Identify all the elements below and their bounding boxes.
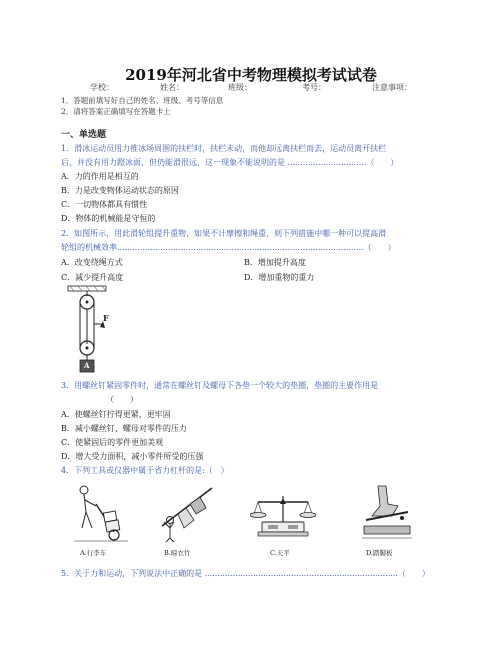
balance-scale-figure <box>250 484 316 544</box>
pedal-figure <box>358 482 416 544</box>
q1-stem-line2: 后，并没有用力蹬冰面，但仍能滑很远，这一现象不能说明的是 ...............................（ ） <box>61 158 399 167</box>
q3-stem-line1: 3．用螺丝钉紧固零件时，通常在螺丝钉及螺母下各垫一个较大的垫圈，垫圈的主要作用是 <box>61 381 379 390</box>
q1-stem-line1: 1．滑冰运动员用力推冰场周围的扶栏时，扶栏未动，而他却远离扶栏而去，运动员离开扶栏 <box>61 144 387 153</box>
weight-label-a: A <box>84 361 90 370</box>
note-1: 1．答题前填写好自己的姓名、班级、考号等信息 <box>61 96 224 105</box>
q3-option-d: D．增大受力面积，减小零件所受的压强 <box>61 452 204 461</box>
q2-stem-line1: 2．如图所示，用此滑轮组提升重物，如果不计摩擦和绳重，则下列措施中哪一种可以提高滑 <box>61 229 387 238</box>
page-title: 2019年河北省中考物理模拟考试试卷 <box>125 66 377 84</box>
q4-caption-a: A.行李车 <box>80 549 107 557</box>
q2-option-b: B．增加提升高度 <box>244 258 306 267</box>
school-label: 学校： <box>90 83 114 92</box>
class-label: 班级： <box>228 83 252 92</box>
q3-option-c: C．使紧固后的零件更加美观 <box>61 438 164 447</box>
q4-caption-b: B.晾衣竹 <box>164 549 191 557</box>
name-label: 姓名： <box>160 83 184 92</box>
q3-stem-line2: （ ） <box>106 395 138 404</box>
q2-stem-line2: 轮组的机械效率.................................................................................................（ ） <box>61 243 396 252</box>
q5-stem: 5．关于力和运动，下列说法中正确的是 ............................................................................（ ） <box>61 569 430 578</box>
q2-option-a: A．改变绕绳方式 <box>61 258 123 267</box>
q1-option-a: A．力的作用是相互的 <box>61 172 139 181</box>
luggage-cart-figure <box>72 482 130 544</box>
section-heading: 一、单选题 <box>61 130 107 140</box>
note-2: 2．请将答案正确填写在答题卡上 <box>61 107 171 116</box>
q1-option-b: B．力是改变物体运动状态的原因 <box>61 186 179 195</box>
exam-number-label: 考号： <box>302 83 326 92</box>
q3-option-b: B．减小螺丝钉、螺母对零件的压力 <box>61 424 187 433</box>
q1-option-d: D．物体的机械能是守恒的 <box>61 214 156 223</box>
force-label-f: F <box>103 313 109 323</box>
q2-option-c: C．减少提升高度 <box>61 273 124 282</box>
notice-label: 注意事项： <box>372 83 412 92</box>
q4-stem: 4．下列工具或仪器中属于省力杠杆的是:（ ） <box>61 466 229 475</box>
clothes-pole-figure <box>158 482 216 544</box>
q2-option-d: D．增加重物的重力 <box>244 273 315 282</box>
q3-option-a: A．使螺丝钉拧得更紧，更牢固 <box>61 410 171 419</box>
q1-option-c: C．一切物体都具有惯性 <box>61 200 148 209</box>
q4-caption-d: D.踏脚板 <box>366 549 393 557</box>
q4-caption-c: C.天平 <box>270 549 290 557</box>
